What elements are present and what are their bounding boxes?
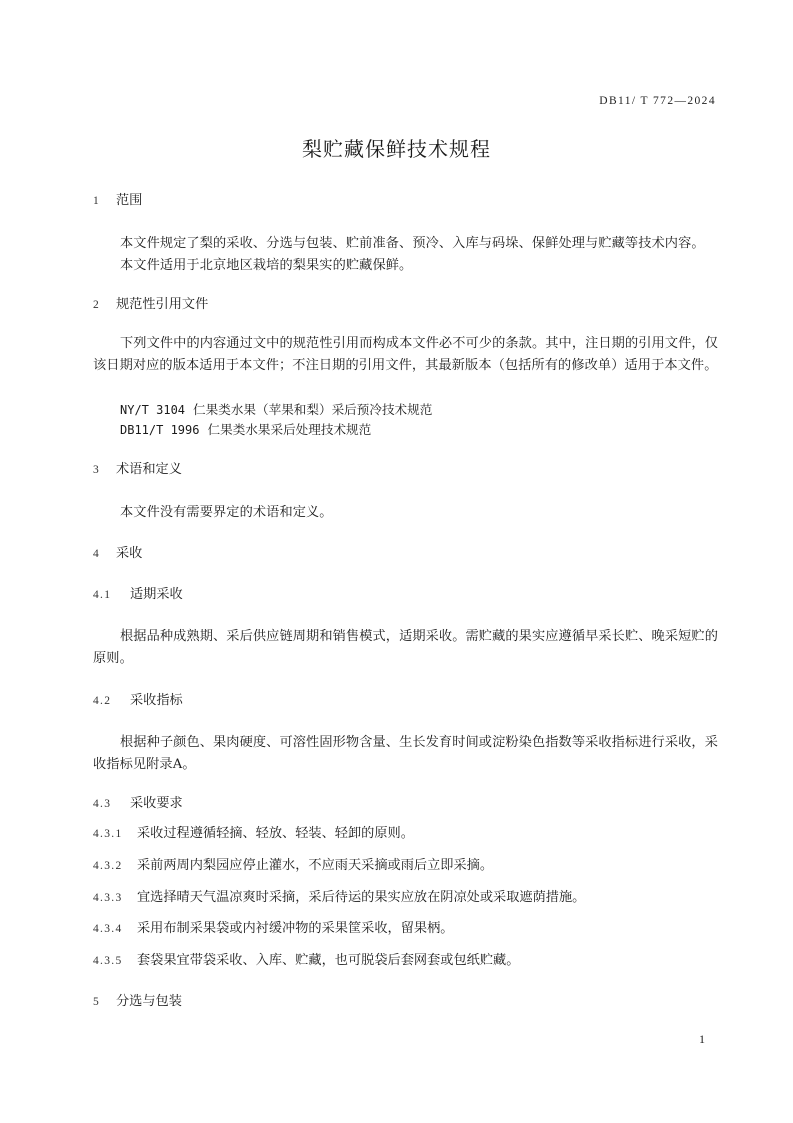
section-number: 3 (93, 464, 99, 476)
paragraph: 本文件规定了梨的采收、分选与包装、贮前准备、预冷、入库与码垛、保鲜处理与贮藏等技术内容。 (120, 236, 705, 251)
subsection-number: 4.2 (93, 695, 112, 707)
section-heading-5 (93, 993, 182, 1011)
clause-number: 4.3.5 (93, 955, 123, 967)
subsection-heading-4-2 (93, 692, 183, 710)
clause-text: 采前两周内梨园应停止灌水，不应雨天采摘或雨后立即采摘。 (137, 858, 494, 873)
subsection-title: 适期采收 (130, 587, 183, 602)
reference-title: 仁果类水果（苹果和梨）采后预冷技术规范 (193, 402, 433, 417)
document-number: DB11/ T 772—2024 (599, 95, 716, 107)
section-title: 规范性引用文件 (116, 297, 209, 312)
reference-item (120, 400, 432, 420)
section-heading-1 (93, 192, 142, 210)
section-number: 2 (93, 299, 99, 311)
clause-number: 4.3.3 (93, 892, 123, 904)
clause-number: 4.3.4 (93, 923, 123, 935)
clause-number: 4.3.1 (93, 828, 123, 840)
clause-text: 采收过程遵循轻摘、轻放、轻装、轻卸的原则。 (137, 826, 414, 841)
clause-item (93, 919, 718, 939)
section-heading-3 (93, 461, 182, 479)
clause-text: 套袋果宜带袋采收、入库、贮藏，也可脱袋后套网套或包纸贮藏。 (137, 953, 520, 968)
clause-number: 4.3.2 (93, 860, 123, 872)
paragraph: 本文件适用于北京地区栽培的梨果实的贮藏保鲜。 (120, 258, 413, 273)
clause-item (93, 824, 718, 844)
section-heading-2 (93, 296, 208, 314)
reference-item (120, 420, 371, 440)
section-heading-4 (93, 545, 142, 563)
paragraph: 根据种子颜色、果肉硬度、可溶性固形物含量、生长发育时间或淀粉染色指数等采收指标进行采收，采收指标见附录A。 (93, 735, 718, 772)
section-number: 5 (93, 996, 99, 1008)
subsection-number: 4.3 (93, 798, 112, 810)
clause-item (93, 888, 718, 908)
subsection-heading-4-1 (93, 586, 183, 604)
subsection-number: 4.1 (93, 589, 112, 601)
subsection-title: 采收指标 (130, 693, 183, 708)
reference-code: DB11/T 1996 (120, 423, 200, 437)
section-title: 范围 (116, 193, 143, 208)
clause-text: 采用布制采果袋或内衬缓冲物的采果筐采收，留果柄。 (137, 921, 454, 936)
page-number: 1 (699, 1032, 705, 1046)
paragraph: 根据品种成熟期、采后供应链周期和销售模式，适期采收。需贮藏的果实应遵循早采长贮、晚采短贮的原则。 (93, 629, 718, 666)
clause-item (93, 951, 718, 971)
paragraph: 下列文件中的内容通过文中的规范性引用而构成本文件必不可少的条款。其中，注日期的引用文件，仅该日期对应的版本适用于本文件；不注日期的引用文件，其最新版本（包括所有的修改单）适用于本文件。 (93, 336, 718, 373)
reference-title: 仁果类水果采后处理技术规范 (207, 422, 372, 437)
section-number: 1 (93, 195, 99, 207)
section-title: 采收 (116, 546, 143, 561)
section-title: 分选与包装 (116, 994, 182, 1009)
reference-code: NY/T 3104 (120, 403, 186, 417)
document-title: 梨贮藏保鲜技术规程 (302, 137, 491, 161)
clause-text: 宜选择晴天气温凉爽时采摘，采后待运的果实应放在阴凉处或采取遮荫措施。 (137, 890, 586, 905)
section-number: 4 (93, 548, 99, 560)
section-title: 术语和定义 (116, 462, 182, 477)
clause-item (93, 856, 718, 876)
subsection-heading-4-3 (93, 795, 183, 813)
subsection-title: 采收要求 (130, 796, 183, 811)
paragraph: 本文件没有需要界定的术语和定义。 (120, 505, 333, 520)
